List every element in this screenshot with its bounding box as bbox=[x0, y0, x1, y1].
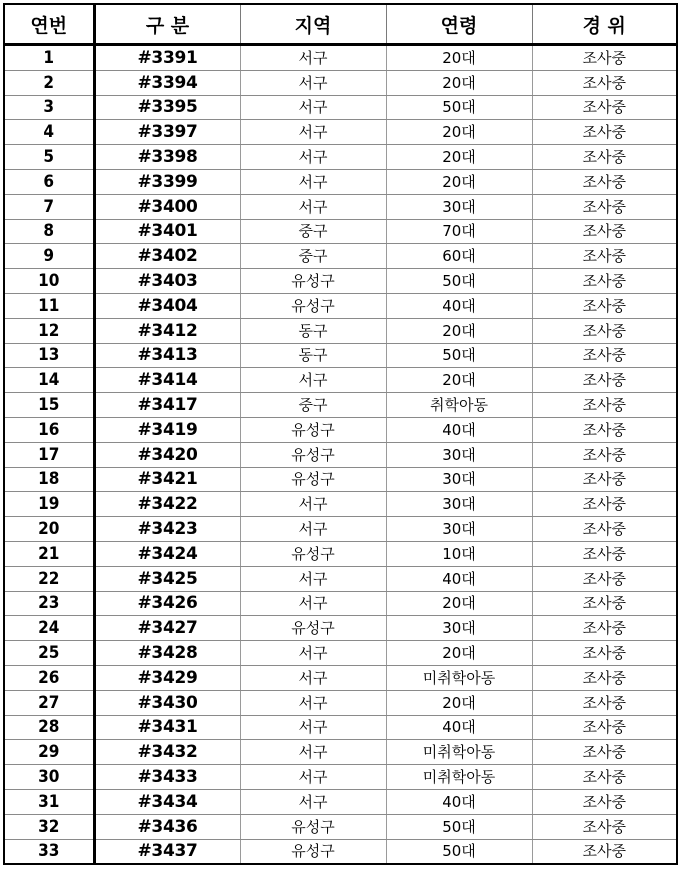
route-cell: 조사중 bbox=[532, 393, 677, 418]
serial-number-cell: 31 bbox=[4, 789, 94, 814]
age-cell: 20대 bbox=[386, 145, 532, 170]
age-cell: 50대 bbox=[386, 839, 532, 864]
table-row bbox=[4, 715, 677, 740]
case-id-cell: #3430 bbox=[94, 690, 240, 715]
table-row bbox=[4, 839, 677, 864]
region-cell: 유성구 bbox=[240, 814, 386, 839]
route-cell: 조사중 bbox=[532, 120, 677, 145]
table-row bbox=[4, 120, 677, 145]
table-row bbox=[4, 591, 677, 616]
case-id-cell: #3402 bbox=[94, 244, 240, 269]
route-cell: 조사중 bbox=[532, 690, 677, 715]
serial-number-cell: 22 bbox=[4, 566, 94, 591]
route-cell: 조사중 bbox=[532, 665, 677, 690]
route-cell: 조사중 bbox=[532, 566, 677, 591]
case-id-cell: #3428 bbox=[94, 641, 240, 666]
serial-number-cell: 29 bbox=[4, 740, 94, 765]
age-cell: 50대 bbox=[386, 95, 532, 120]
case-table bbox=[3, 3, 678, 865]
age-cell: 40대 bbox=[386, 293, 532, 318]
region-cell: 서구 bbox=[240, 45, 386, 71]
region-cell: 중구 bbox=[240, 219, 386, 244]
case-id-cell: #3401 bbox=[94, 219, 240, 244]
serial-number-cell: 24 bbox=[4, 616, 94, 641]
serial-number-cell: 6 bbox=[4, 169, 94, 194]
serial-number-cell: 26 bbox=[4, 665, 94, 690]
serial-number-cell: 13 bbox=[4, 343, 94, 368]
route-cell: 조사중 bbox=[532, 343, 677, 368]
route-cell: 조사중 bbox=[532, 442, 677, 467]
case-id-cell: #3391 bbox=[94, 45, 240, 71]
age-cell: 60대 bbox=[386, 244, 532, 269]
route-cell: 조사중 bbox=[532, 467, 677, 492]
age-cell: 30대 bbox=[386, 517, 532, 542]
age-cell: 50대 bbox=[386, 269, 532, 294]
serial-number-cell: 17 bbox=[4, 442, 94, 467]
age-cell: 20대 bbox=[386, 45, 532, 71]
table-row bbox=[4, 492, 677, 517]
case-id-cell: #3424 bbox=[94, 541, 240, 566]
table-row bbox=[4, 318, 677, 343]
region-cell: 서구 bbox=[240, 194, 386, 219]
route-cell: 조사중 bbox=[532, 417, 677, 442]
table-row bbox=[4, 70, 677, 95]
region-cell: 유성구 bbox=[240, 417, 386, 442]
table-row bbox=[4, 219, 677, 244]
region-cell: 유성구 bbox=[240, 442, 386, 467]
route-cell: 조사중 bbox=[532, 517, 677, 542]
case-id-cell: #3434 bbox=[94, 789, 240, 814]
header-route: 경 위 bbox=[532, 4, 677, 45]
age-cell: 20대 bbox=[386, 169, 532, 194]
case-id-cell: #3431 bbox=[94, 715, 240, 740]
table-row bbox=[4, 740, 677, 765]
route-cell: 조사중 bbox=[532, 219, 677, 244]
serial-number-cell: 4 bbox=[4, 120, 94, 145]
table-row bbox=[4, 145, 677, 170]
table-row bbox=[4, 467, 677, 492]
region-cell: 서구 bbox=[240, 740, 386, 765]
case-id-cell: #3403 bbox=[94, 269, 240, 294]
age-cell: 20대 bbox=[386, 591, 532, 616]
route-cell: 조사중 bbox=[532, 789, 677, 814]
age-cell: 30대 bbox=[386, 467, 532, 492]
table-row bbox=[4, 293, 677, 318]
case-id-cell: #3397 bbox=[94, 120, 240, 145]
table-row bbox=[4, 95, 677, 120]
serial-number-cell: 25 bbox=[4, 641, 94, 666]
region-cell: 동구 bbox=[240, 318, 386, 343]
age-cell: 미취학아동 bbox=[386, 665, 532, 690]
age-cell: 40대 bbox=[386, 789, 532, 814]
serial-number-cell: 16 bbox=[4, 417, 94, 442]
age-cell: 50대 bbox=[386, 343, 532, 368]
region-cell: 서구 bbox=[240, 665, 386, 690]
age-cell: 취학아동 bbox=[386, 393, 532, 418]
route-cell: 조사중 bbox=[532, 244, 677, 269]
serial-number-cell: 7 bbox=[4, 194, 94, 219]
serial-number-cell: 2 bbox=[4, 70, 94, 95]
serial-number-cell: 30 bbox=[4, 765, 94, 790]
table-row bbox=[4, 665, 677, 690]
age-cell: 10대 bbox=[386, 541, 532, 566]
route-cell: 조사중 bbox=[532, 318, 677, 343]
header-row bbox=[4, 4, 677, 45]
region-cell: 서구 bbox=[240, 95, 386, 120]
table-row bbox=[4, 169, 677, 194]
case-id-cell: #3421 bbox=[94, 467, 240, 492]
case-id-cell: #3395 bbox=[94, 95, 240, 120]
route-cell: 조사중 bbox=[532, 616, 677, 641]
route-cell: 조사중 bbox=[532, 70, 677, 95]
region-cell: 서구 bbox=[240, 368, 386, 393]
table-row bbox=[4, 690, 677, 715]
serial-number-cell: 9 bbox=[4, 244, 94, 269]
age-cell: 30대 bbox=[386, 194, 532, 219]
case-id-cell: #3426 bbox=[94, 591, 240, 616]
case-id-cell: #3412 bbox=[94, 318, 240, 343]
serial-number-cell: 28 bbox=[4, 715, 94, 740]
table-row bbox=[4, 194, 677, 219]
case-id-cell: #3423 bbox=[94, 517, 240, 542]
header-region: 지역 bbox=[240, 4, 386, 45]
region-cell: 유성구 bbox=[240, 541, 386, 566]
age-cell: 30대 bbox=[386, 616, 532, 641]
route-cell: 조사중 bbox=[532, 541, 677, 566]
region-cell: 서구 bbox=[240, 120, 386, 145]
table-row bbox=[4, 814, 677, 839]
serial-number-cell: 27 bbox=[4, 690, 94, 715]
route-cell: 조사중 bbox=[532, 814, 677, 839]
table-row bbox=[4, 45, 677, 71]
table-row bbox=[4, 517, 677, 542]
header-age: 연령 bbox=[386, 4, 532, 45]
table-row bbox=[4, 442, 677, 467]
age-cell: 40대 bbox=[386, 715, 532, 740]
region-cell: 유성구 bbox=[240, 269, 386, 294]
table-row bbox=[4, 244, 677, 269]
age-cell: 40대 bbox=[386, 566, 532, 591]
case-id-cell: #3433 bbox=[94, 765, 240, 790]
serial-number-cell: 14 bbox=[4, 368, 94, 393]
case-id-cell: #3417 bbox=[94, 393, 240, 418]
region-cell: 유성구 bbox=[240, 467, 386, 492]
case-id-cell: #3414 bbox=[94, 368, 240, 393]
route-cell: 조사중 bbox=[532, 95, 677, 120]
route-cell: 조사중 bbox=[532, 45, 677, 71]
region-cell: 서구 bbox=[240, 789, 386, 814]
age-cell: 20대 bbox=[386, 690, 532, 715]
route-cell: 조사중 bbox=[532, 194, 677, 219]
route-cell: 조사중 bbox=[532, 145, 677, 170]
serial-number-cell: 32 bbox=[4, 814, 94, 839]
route-cell: 조사중 bbox=[532, 591, 677, 616]
table-row bbox=[4, 368, 677, 393]
route-cell: 조사중 bbox=[532, 765, 677, 790]
case-id-cell: #3404 bbox=[94, 293, 240, 318]
serial-number-cell: 20 bbox=[4, 517, 94, 542]
age-cell: 미취학아동 bbox=[386, 740, 532, 765]
region-cell: 서구 bbox=[240, 765, 386, 790]
case-id-cell: #3398 bbox=[94, 145, 240, 170]
case-id-cell: #3394 bbox=[94, 70, 240, 95]
region-cell: 서구 bbox=[240, 715, 386, 740]
serial-number-cell: 18 bbox=[4, 467, 94, 492]
region-cell: 서구 bbox=[240, 517, 386, 542]
header-case-id: 구 분 bbox=[94, 4, 240, 45]
age-cell: 30대 bbox=[386, 492, 532, 517]
age-cell: 20대 bbox=[386, 641, 532, 666]
case-id-cell: #3427 bbox=[94, 616, 240, 641]
region-cell: 서구 bbox=[240, 492, 386, 517]
case-id-cell: #3429 bbox=[94, 665, 240, 690]
route-cell: 조사중 bbox=[532, 492, 677, 517]
table-row bbox=[4, 269, 677, 294]
serial-number-cell: 1 bbox=[4, 45, 94, 71]
serial-number-cell: 10 bbox=[4, 269, 94, 294]
table-row bbox=[4, 566, 677, 591]
region-cell: 동구 bbox=[240, 343, 386, 368]
age-cell: 20대 bbox=[386, 368, 532, 393]
table-row bbox=[4, 343, 677, 368]
age-cell: 30대 bbox=[386, 442, 532, 467]
region-cell: 서구 bbox=[240, 566, 386, 591]
case-table-container bbox=[3, 3, 676, 865]
table-row bbox=[4, 393, 677, 418]
age-cell: 20대 bbox=[386, 318, 532, 343]
route-cell: 조사중 bbox=[532, 641, 677, 666]
header-serial-number: 연번 bbox=[4, 4, 94, 45]
table-row bbox=[4, 616, 677, 641]
region-cell: 중구 bbox=[240, 393, 386, 418]
table-row bbox=[4, 789, 677, 814]
route-cell: 조사중 bbox=[532, 839, 677, 864]
table-body bbox=[4, 45, 677, 865]
region-cell: 유성구 bbox=[240, 616, 386, 641]
case-id-cell: #3420 bbox=[94, 442, 240, 467]
route-cell: 조사중 bbox=[532, 715, 677, 740]
case-id-cell: #3413 bbox=[94, 343, 240, 368]
region-cell: 서구 bbox=[240, 690, 386, 715]
table-header bbox=[4, 4, 677, 45]
region-cell: 서구 bbox=[240, 169, 386, 194]
region-cell: 유성구 bbox=[240, 293, 386, 318]
route-cell: 조사중 bbox=[532, 169, 677, 194]
region-cell: 서구 bbox=[240, 70, 386, 95]
serial-number-cell: 12 bbox=[4, 318, 94, 343]
case-id-cell: #3437 bbox=[94, 839, 240, 864]
route-cell: 조사중 bbox=[532, 368, 677, 393]
serial-number-cell: 15 bbox=[4, 393, 94, 418]
serial-number-cell: 8 bbox=[4, 219, 94, 244]
region-cell: 유성구 bbox=[240, 839, 386, 864]
serial-number-cell: 33 bbox=[4, 839, 94, 864]
table-row bbox=[4, 541, 677, 566]
age-cell: 20대 bbox=[386, 120, 532, 145]
age-cell: 70대 bbox=[386, 219, 532, 244]
route-cell: 조사중 bbox=[532, 269, 677, 294]
case-id-cell: #3425 bbox=[94, 566, 240, 591]
table-row bbox=[4, 641, 677, 666]
serial-number-cell: 5 bbox=[4, 145, 94, 170]
case-id-cell: #3419 bbox=[94, 417, 240, 442]
age-cell: 미취학아동 bbox=[386, 765, 532, 790]
case-id-cell: #3432 bbox=[94, 740, 240, 765]
serial-number-cell: 21 bbox=[4, 541, 94, 566]
serial-number-cell: 19 bbox=[4, 492, 94, 517]
region-cell: 서구 bbox=[240, 641, 386, 666]
case-id-cell: #3436 bbox=[94, 814, 240, 839]
table-row bbox=[4, 417, 677, 442]
case-id-cell: #3399 bbox=[94, 169, 240, 194]
serial-number-cell: 11 bbox=[4, 293, 94, 318]
age-cell: 40대 bbox=[386, 417, 532, 442]
age-cell: 50대 bbox=[386, 814, 532, 839]
age-cell: 20대 bbox=[386, 70, 532, 95]
case-id-cell: #3400 bbox=[94, 194, 240, 219]
region-cell: 서구 bbox=[240, 591, 386, 616]
serial-number-cell: 3 bbox=[4, 95, 94, 120]
region-cell: 중구 bbox=[240, 244, 386, 269]
region-cell: 서구 bbox=[240, 145, 386, 170]
route-cell: 조사중 bbox=[532, 293, 677, 318]
serial-number-cell: 23 bbox=[4, 591, 94, 616]
route-cell: 조사중 bbox=[532, 740, 677, 765]
table-row bbox=[4, 765, 677, 790]
case-id-cell: #3422 bbox=[94, 492, 240, 517]
